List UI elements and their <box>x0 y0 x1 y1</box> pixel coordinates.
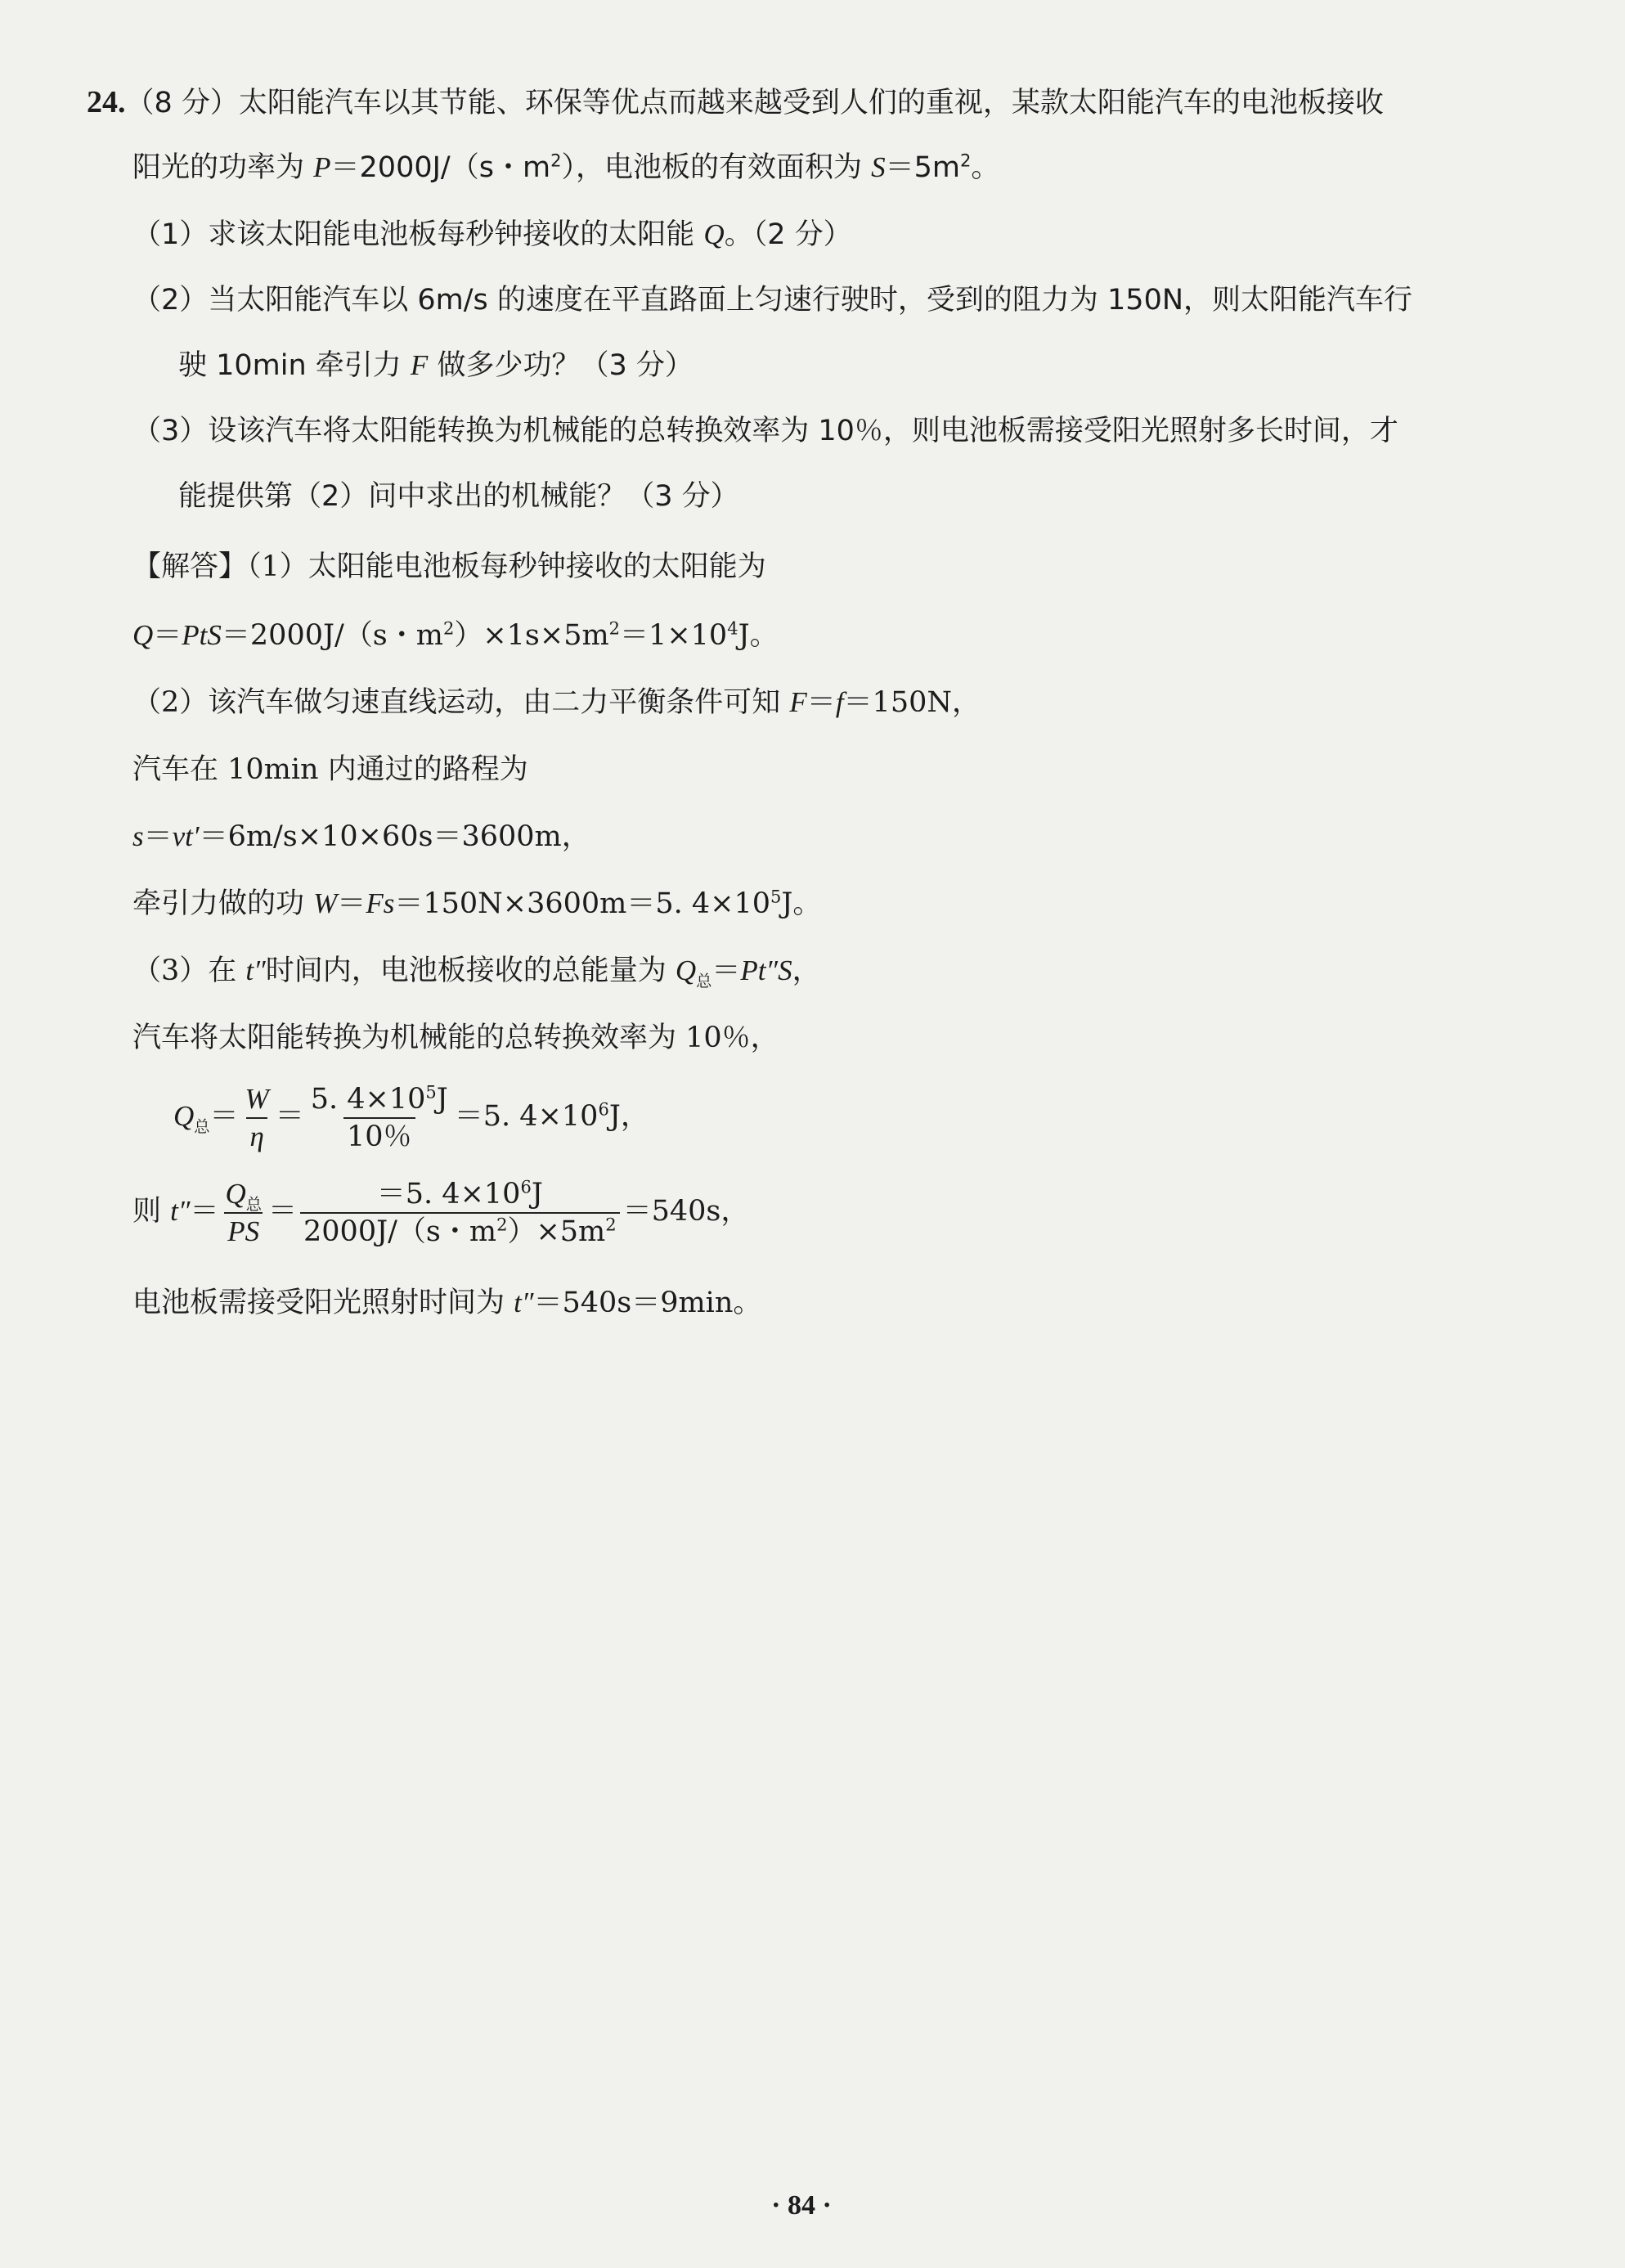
question-text: （8 分）太阳能汽车以其节能、环保等优点而越来越受到人们的重视，某款太阳能汽车的电池板接收 <box>125 87 1384 119</box>
equation-line: 则 t″＝ $\frac{Q_总}{PS}$ ＝ $\frac{=5. 4\times 10^6J}{2000J/(s・m^2)\times 5m^2}$ ＝540s， <box>132 1176 750 1248</box>
sub-question-2-cont: 驶 10min 牵引力 F 做多少功？（3 分） <box>178 349 694 382</box>
answer-line: 【解答】（1）太阳能电池板每秒钟接收的太阳能为 <box>132 550 766 583</box>
sub-question-2: （2）当太阳能汽车以 6m/s 的速度在平直路面上匀速行驶时，受到的阻力为 150N，则太阳能汽车行 <box>132 284 1413 317</box>
fraction: $\frac{W}{\eta}$ <box>242 1081 272 1155</box>
answer-line: 电池板需接受阳光照射时间为 t″＝540s＝9min。 <box>132 1287 762 1319</box>
answer-line: 牵引力做的功 W＝Fs＝150N×3600m＝5. $4\times 10^5J$。 <box>132 887 822 920</box>
question-line <box>87 82 1384 124</box>
answer-line: 汽车将太阳能转换为机械能的总转换效率为 10％， <box>132 1022 779 1054</box>
answer-line: 汽车在 10min 内通过的路程为 <box>132 753 528 786</box>
answer-line: （2）该汽车做匀速直线运动，由二力平衡条件可知 F＝f＝150N， <box>132 686 981 719</box>
answer-line: （3）在 t″时间内，电池板接收的总能量为 $Q_总=Pt''S$， <box>132 954 821 990</box>
answer-label: 【解答】 <box>132 550 248 583</box>
page-number: · 84 · <box>771 2190 832 2221</box>
sub-question-1: （1）求该太阳能电池板每秒钟接收的太阳能 Q。（2 分） <box>132 218 852 251</box>
question-number: 24. <box>87 85 126 119</box>
answer-line: s＝vt′＝6m/s×10×60s＝3600m， <box>132 820 590 853</box>
question-line: 阳光的功率为 P＝2000J/（s・$m^2$），电池板的有效面积为 $S=5m^2$。 <box>132 150 1000 184</box>
fraction: $\frac{5. 4\times 10^5J}{10\%}$ <box>310 1081 448 1153</box>
sub-question-3-cont: 能提供第（2）问中求出的机械能？（3 分） <box>178 480 739 513</box>
answer-line: Q＝PtS＝2000J/（s・$m^2)\times 1s\times 5m^2=1\times 10^4J$。 <box>132 618 779 652</box>
sub-question-3: （3）设该汽车将太阳能转换为机械能的总转换效率为 10％，则电池板需接受阳光照射多长时间，才 <box>132 415 1398 447</box>
equation-line: $Q_总=$ $\frac{W}{\eta}$ ＝ $\frac{5. 4\times 10^5J}{10\%}$ ＝5. $4\times 10^6J$， <box>173 1081 649 1153</box>
fraction: $\frac{=5. 4\times 10^6J}{2000J/(s・m^2)\times 5m^2}$ <box>300 1176 620 1250</box>
fraction: $\frac{Q_总}{PS}$ <box>222 1176 265 1250</box>
